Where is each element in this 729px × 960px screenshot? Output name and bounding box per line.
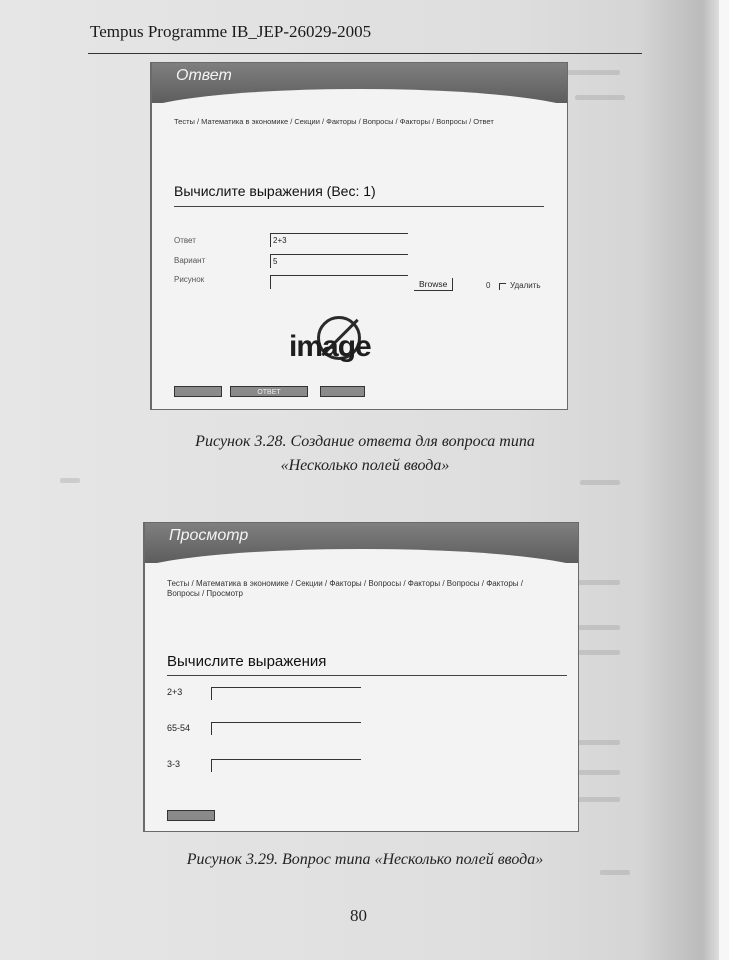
bleed-through-line	[560, 70, 620, 75]
question-title: Вычислите выражения (Вес: 1)	[174, 183, 376, 199]
header-rule	[88, 53, 642, 54]
delete-label: Удалить	[510, 281, 541, 290]
running-header: Tempus Programme IB_JEP-26029-2005	[90, 22, 372, 41]
submit-button[interactable]	[167, 810, 215, 821]
figure-caption-3-29: Рисунок 3.29. Вопрос типа «Несколько полей ввода»	[186, 851, 544, 868]
image-placeholder-text: image	[289, 330, 371, 363]
delete-checkbox[interactable]	[499, 283, 506, 290]
answer-label: Ответ	[174, 236, 196, 245]
bleed-through-line	[600, 870, 630, 875]
question-title: Вычислите выражения	[167, 653, 327, 670]
image-placeholder	[287, 316, 417, 386]
variant-field[interactable]: 5	[270, 254, 408, 268]
picture-label: Рисунок	[174, 275, 205, 284]
expression-input[interactable]	[211, 759, 361, 772]
extra-button[interactable]	[320, 386, 365, 397]
expression-label: 2+3	[167, 687, 183, 697]
expression-label: 3-3	[167, 759, 181, 769]
breadcrumb[interactable]: Тесты / Математика в экономике / Секции / Факторы / Вопросы / Факторы / Вопросы / Факторы / Вопросы / Просмотр	[167, 579, 524, 598]
picture-file-field[interactable]	[270, 275, 408, 289]
browse-button[interactable]: Browse	[414, 278, 453, 291]
title-rule	[174, 206, 544, 207]
figure-caption-3-28-line1: Рисунок 3.28. Создание ответа для вопроса типа	[195, 433, 535, 450]
expression-input[interactable]	[211, 687, 361, 700]
bleed-through-line	[580, 480, 620, 485]
back-button[interactable]	[174, 386, 222, 397]
window-title: Просмотр	[169, 527, 249, 544]
figure-preview-screenshot	[143, 522, 579, 832]
expression-label: 65-54	[167, 723, 191, 733]
figure-caption-3-28-line2: «Несколько полей ввода»	[280, 457, 450, 474]
bleed-through-line	[60, 478, 80, 483]
window-title: Ответ	[176, 67, 232, 84]
answer-field[interactable]: 2+3	[270, 233, 408, 247]
page-edge	[719, 0, 729, 960]
browse-count: 0	[486, 281, 491, 290]
expression-input[interactable]	[211, 722, 361, 735]
bleed-through-line	[575, 95, 625, 100]
page-number: 80	[350, 906, 367, 925]
variant-label: Вариант	[174, 256, 206, 265]
page-curl-shadow	[639, 0, 729, 960]
answer-button[interactable]: ОТВЕТ	[230, 386, 308, 397]
breadcrumb[interactable]: Тесты / Математика в экономике / Секции / Факторы / Вопросы / Факторы / Вопросы / Ответ	[174, 117, 494, 126]
figure-answer-screenshot	[150, 62, 568, 410]
title-rule	[167, 675, 567, 676]
